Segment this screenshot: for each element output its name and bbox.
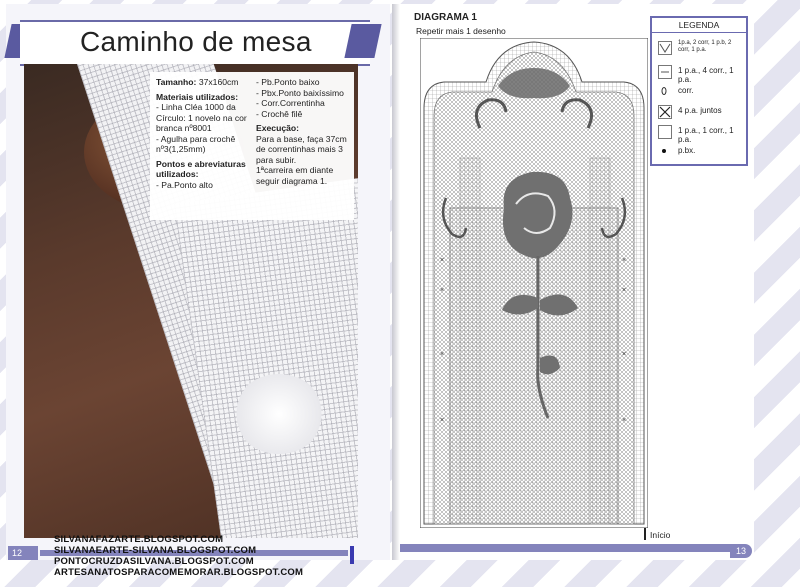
dot-icon — [658, 145, 670, 157]
legend-text: 1 p.a., 1 corr., 1 p.a. — [678, 126, 734, 144]
chart-right-band — [590, 158, 610, 524]
x-marker: × — [440, 417, 445, 424]
start-marker — [644, 528, 646, 540]
legend-item — [658, 104, 744, 122]
x-marker: × — [622, 287, 627, 294]
legend-item — [658, 144, 744, 162]
x-marker: × — [440, 351, 445, 358]
materials-line: branca nº8001 — [156, 123, 212, 133]
blog-url: SILVANAEARTE-SILVANA.BLOGSPOT.COM — [54, 545, 257, 556]
materials-line: - Linha Cléa 1000 da — [156, 102, 236, 112]
materials-line: - Agulha para crochê — [156, 133, 236, 144]
legend-title: LEGENDA — [652, 18, 746, 33]
legend-text: corr. — [678, 86, 694, 95]
legend-text: 4 p.a. juntos — [678, 106, 722, 115]
execution-label: Execução: — [256, 123, 299, 133]
execution-line: 1ªcarreira em diante — [256, 165, 334, 175]
execution-line: seguir diagrama 1. — [256, 175, 328, 186]
legend-item — [658, 64, 744, 82]
x-square-icon — [658, 105, 672, 119]
execution-line: para subir. — [256, 154, 297, 165]
stitch-item: - Pbx.Ponto baixíssimo — [256, 87, 344, 98]
filet-crochet-chart — [420, 38, 648, 528]
v-shape-icon — [658, 41, 672, 55]
page-number-right: 13 — [730, 544, 752, 558]
materials-label: Materiais utilizados: — [156, 91, 239, 102]
empty-square-icon — [658, 125, 672, 139]
stitch-item: - Crochê filê — [256, 108, 303, 119]
materials-line: Círculo: 1 novelo na cor — [156, 112, 247, 123]
legend-text: p.bx. — [678, 146, 696, 155]
page-gutter — [392, 4, 400, 560]
stitches-label: Pontos e abreviaturas — [156, 158, 246, 169]
stitches-label-2: utilizados: — [156, 169, 199, 179]
page-title: Caminho de mesa — [80, 26, 312, 57]
materials-line: nº3(1,25mm) — [156, 144, 206, 154]
blog-url: PONTOCRUZDASILVANA.BLOGSPOT.COM — [54, 556, 254, 567]
size-value: 37x160cm — [198, 77, 239, 87]
page-number-left: 12 — [8, 546, 38, 560]
legend-text: 1p.a, 2 corr, 1 p.b, 2 corr, 1 p.a. — [678, 40, 732, 53]
diagram-title: DIAGRAMA 1 — [414, 12, 477, 23]
pattern-info-box — [150, 72, 354, 220]
legend-item — [658, 40, 744, 58]
blog-url: ARTESANATOSPARACOMEMORAR.BLOGSPOT.COM — [54, 567, 304, 578]
execution-line: de correntinhas mais 3 — [256, 144, 343, 154]
legend-item — [658, 84, 744, 102]
legend-box — [650, 16, 748, 166]
x-marker: × — [440, 257, 445, 264]
info-column-1 — [156, 77, 256, 190]
stitch-item: - Pa.Ponto alto — [156, 179, 213, 190]
stitch-item: - Corr.Correntinha — [256, 98, 325, 108]
execution-line: Para a base, faça 37cm — [256, 133, 347, 144]
legend-item — [658, 124, 744, 142]
blog-credits — [54, 534, 303, 578]
chart-left-band — [460, 158, 480, 524]
start-label: Início — [650, 530, 671, 540]
rose-motif — [234, 374, 324, 454]
oval-icon — [658, 85, 670, 97]
crochet-runner-end — [174, 176, 358, 538]
x-marker: × — [440, 287, 445, 294]
x-marker: × — [622, 351, 627, 358]
stitch-item: - Pb.Ponto baixo — [256, 77, 320, 87]
diagram-subtitle: Repetir mais 1 desenho — [416, 26, 506, 36]
blog-url: SILVANAFAZARTE.BLOGSPOT.COM — [54, 534, 224, 545]
legend-text: 1 p.a., 4 corr., 1 p.a. — [678, 66, 734, 84]
page-strip-right — [400, 544, 730, 552]
size-label: Tamanho: — [156, 77, 197, 87]
x-marker: × — [622, 417, 627, 424]
open-square-icon — [658, 65, 672, 79]
info-column-2 — [256, 77, 352, 186]
x-marker: × — [622, 257, 627, 264]
blue-tick — [350, 546, 354, 564]
